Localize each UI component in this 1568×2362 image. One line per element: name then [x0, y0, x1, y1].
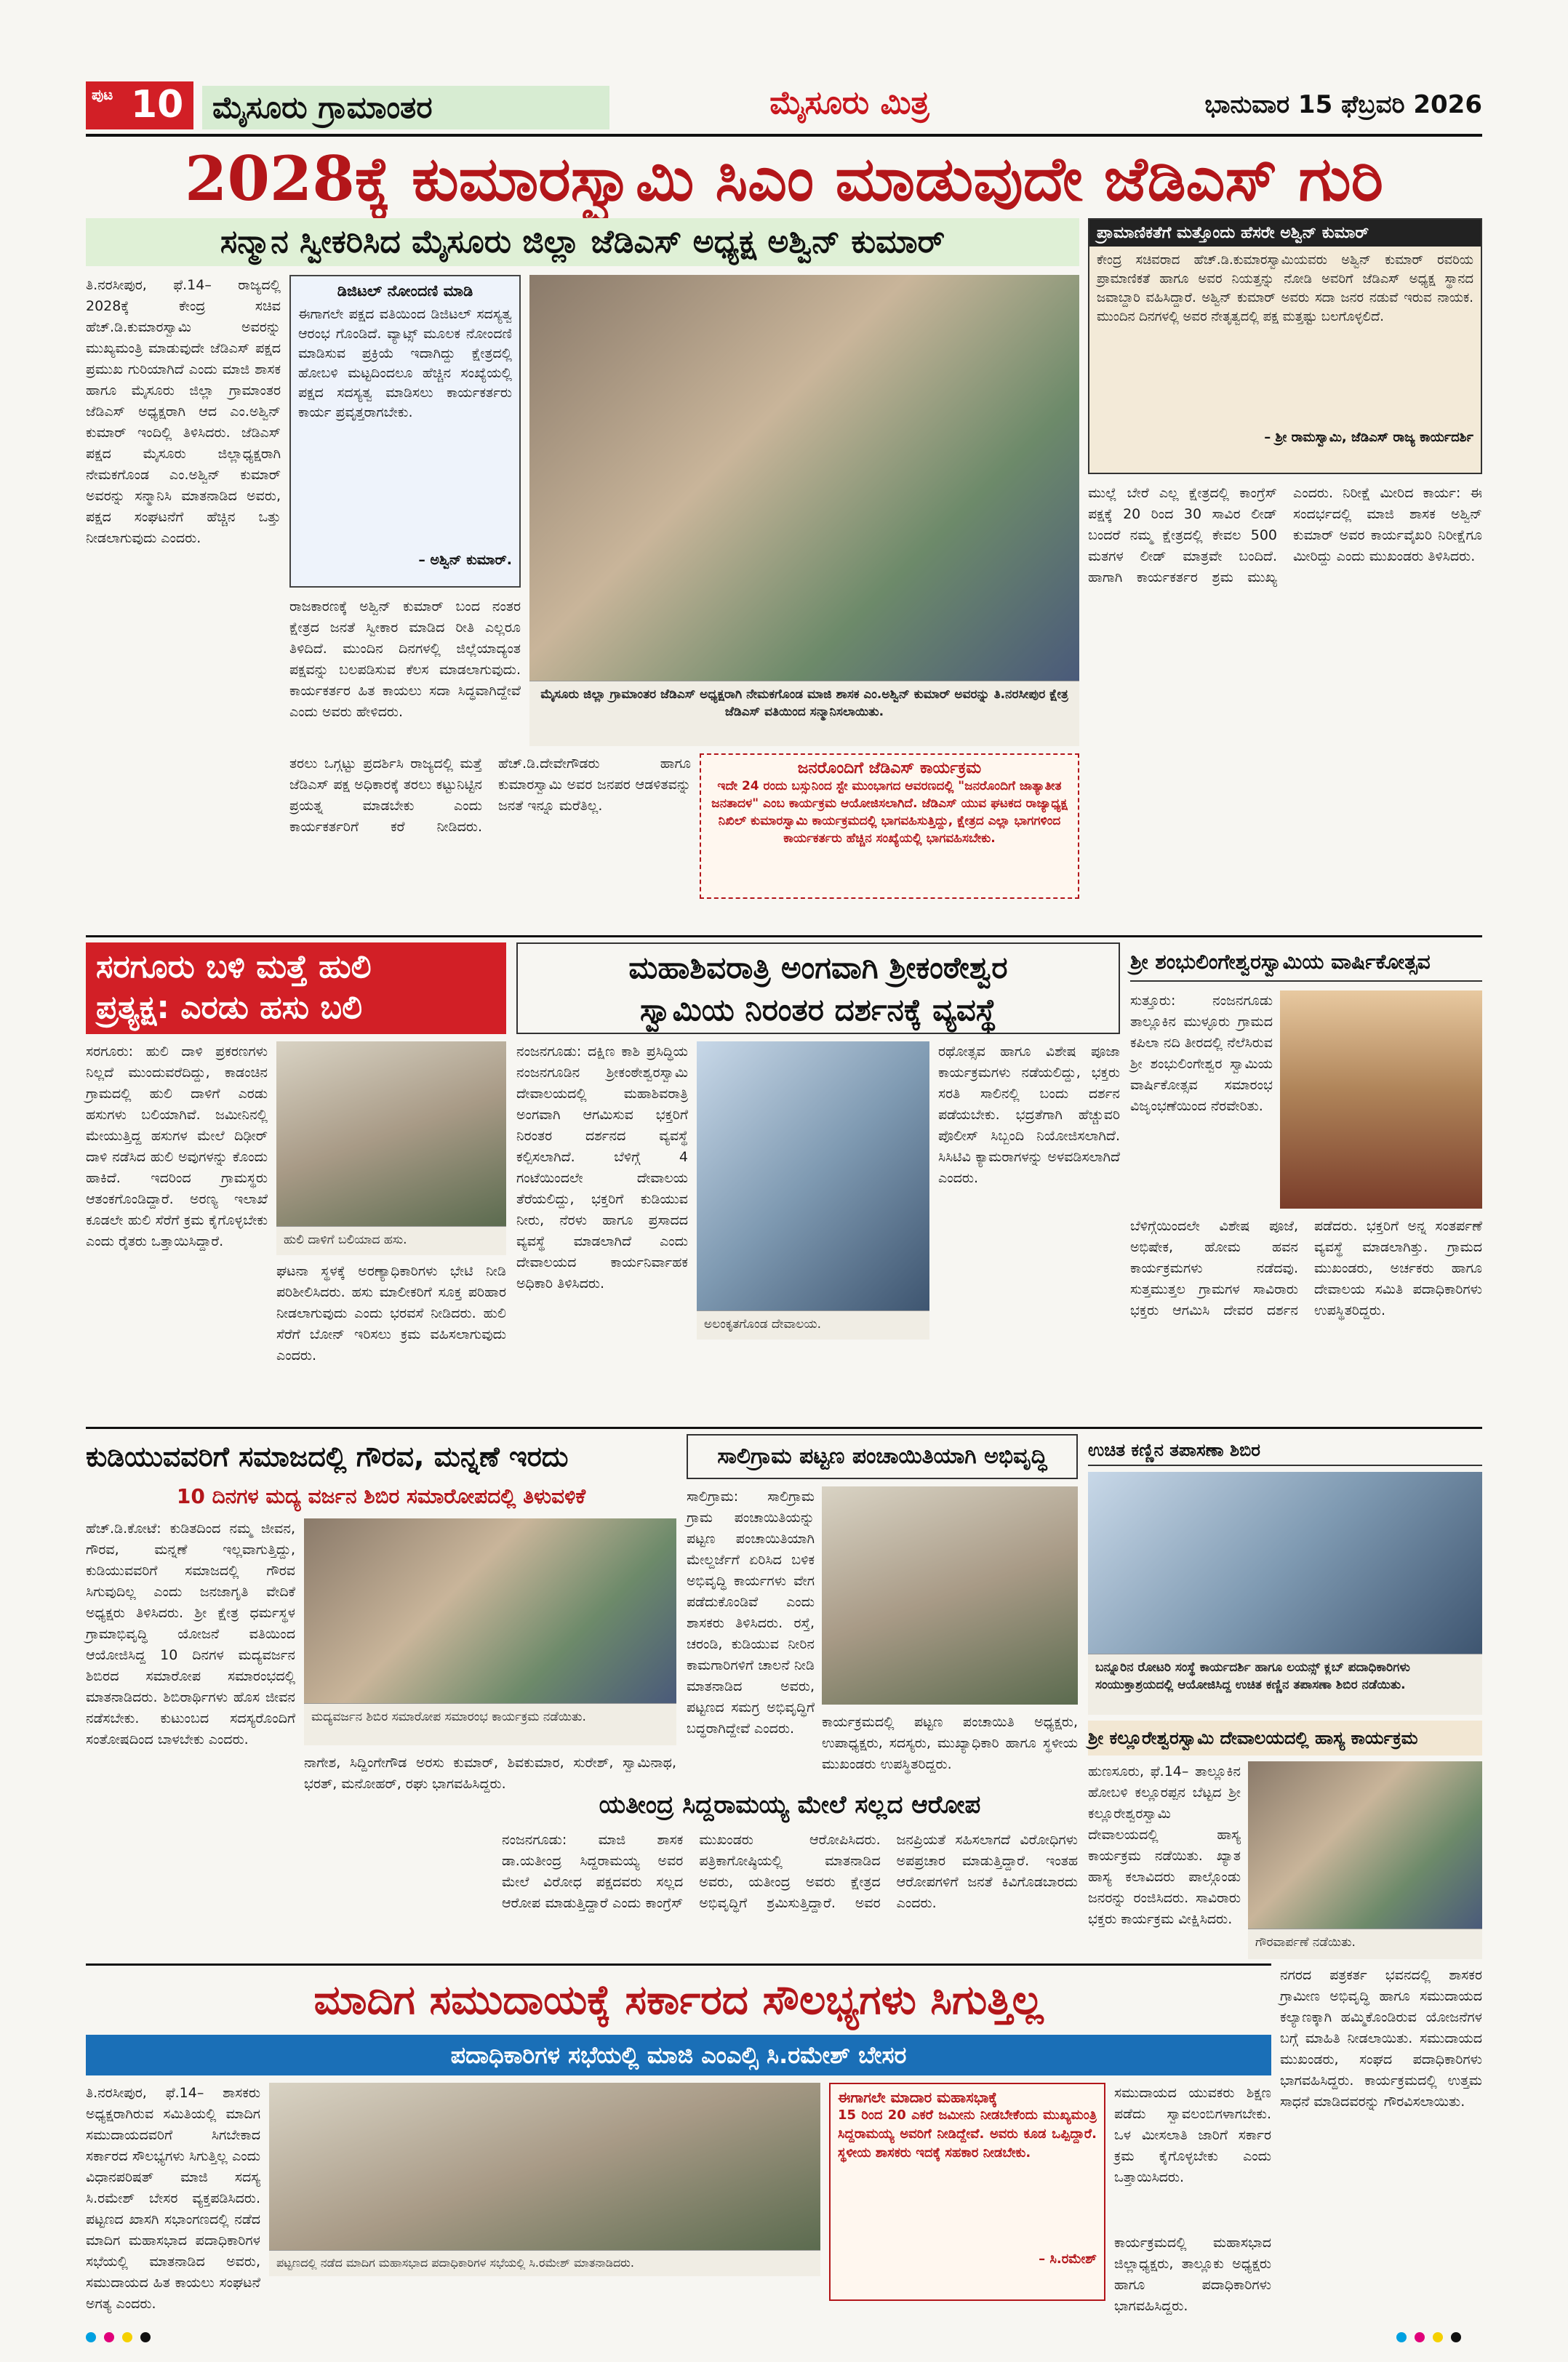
laughter-photo	[1248, 1761, 1482, 1929]
deaddiction-subhead: 10 ದಿನಗಳ ಮದ್ಯ ವರ್ಜನ ಶಿಬಿರ ಸಮಾರೋಪದಲ್ಲಿ ತಿಳುವಳಿಕೆ	[176, 1484, 586, 1508]
side-box-sign: – ಶ್ರೀ ರಾಮಸ್ವಾಮಿ, ಜೆಡಿಎಸ್ ರಾಜ್ಯ ಕಾರ್ಯದರ್ಶಿ	[1264, 430, 1473, 445]
temple-headline	[516, 942, 1120, 1034]
temple-caption: ಅಲಂಕೃತಗೊಂಡ ದೇವಾಲಯ.	[697, 1310, 929, 1340]
event-text: ಇದೇ 24 ರಂದು ಬಸ್ಸುನಿಂದ ಸ್ಟೇ ಮುಂಭಾಗದ ಆವರಣದಲ್ಲಿ "ಜನರೊಂದಿಗೆ ಜಾತ್ಯಾತೀತ ಜನತಾದಳ" ಎಂಬ ಕಾರ್ಯಕ್ರಮ ಆಯೋಜಿಸಲಾಗಿದೆ. ಜೆಡಿಎಸ್ ಯುವ ಘಟಕದ ರಾಜ್ಯಾಧ್ಯಕ್ಷ ನಿಖಿಲ್ ಕುಮಾರಸ್ವಾಮಿ ಕಾರ್ಯಕ್ರಮದಲ್ಲಿ ಭಾಗವಹಿಸುತ್ತಿದ್ದು, ಕ್ಷೇತ್ರದ ಎಲ್ಲಾ ಭಾಗಗಳಿಂದ ಕಾರ್ಯಕರ್ತರು ಹೆಚ್ಚಿನ ಸಂಖ್ಯೆಯಲ್ಲಿ ಭಾಗವಹಿಸಬೇಕು.	[711, 779, 1068, 846]
event-title: ಜನರೊಂದಿಗೆ ಜೆಡಿಎಸ್ ಕಾರ್ಯಕ್ರಮ	[797, 759, 982, 777]
tiger-headline-1: ಸರಗೂರು ಬಳಿ ಮತ್ತೆ ಹುಲಿ	[96, 948, 372, 985]
page-label: ಪುಟ	[92, 86, 113, 103]
masthead	[86, 81, 1482, 137]
temple-headline-1: ಮಹಾಶಿವರಾತ್ರಿ ಅಂಗವಾಗಿ ಶ್ರೀಕಂಠೇಶ್ವರ	[628, 950, 1008, 985]
lead-photo	[529, 275, 1079, 681]
camp-headline: ಉಚಿತ ಕಣ್ಣಿನ ತಪಾಸಣಾ ಶಿಬಿರ	[1088, 1434, 1482, 1466]
digital-box	[289, 275, 521, 588]
color-dot-cyan	[86, 2332, 96, 2342]
color-dot-black-r	[1451, 2332, 1461, 2342]
lead-body-1: ತಿ.ನರಸೀಪುರ, ಫೆ.14– ರಾಜ್ಯದಲ್ಲಿ 2028ಕ್ಕೆ ಕೇಂದ್ರ ಸಚಿವ ಹೆಚ್.ಡಿ.ಕುಮಾರಸ್ವಾಮಿ ಅವರನ್ನು ಮುಖ್ಯಮಂತ್ರಿ ಮಾಡುವುದೇ ಜೆಡಿಎಸ್ ಪಕ್ಷದ ಪ್ರಮುಖ ಗುರಿಯಾಗಿದೆ ಎಂದು ಮಾಜಿ ಶಾಸಕ ಹಾಗೂ ಮೈಸೂರು ಜಿಲ್ಲಾ ಗ್ರಾಮಾಂತರ ಜೆಡಿಎಸ್ ಅಧ್ಯಕ್ಷರಾಗಿ ಆದ ಎಂ.ಅಶ್ವಿನ್ ಕುಮಾರ್ ಇಂದಿಲ್ಲಿ ತಿಳಿಸಿದರು. ಜೆಡಿಎಸ್ ಪಕ್ಷದ ಮೈಸೂರು ಜಿಲ್ಲಾಧ್ಯಕ್ಷರಾಗಿ ನೇಮಕಗೊಂಡ ಎಂ.ಅಶ್ವಿನ್ ಕುಮಾರ್ ಅವರನ್ನು ಸನ್ಮಾನಿಸಿ ಮಾತನಾಡಿದ ಅವರು, ಪಕ್ಷದ ಸಂಘಟನೆಗೆ ಹೆಚ್ಚಿನ ಒತ್ತು ನೀಡಲಾಗುವುದು ಎಂದರು.	[86, 277, 281, 546]
temple-headline-2: ಸ್ವಾಮಿಯ ನಿರಂತರ ದರ್ಶನಕ್ಕೆ ವ್ಯವಸ್ಥೆ	[639, 992, 997, 1028]
madiga-headline: ಮಾದಿಗ ಸಮುದಾಯಕ್ಕೆ ಸರ್ಕಾರದ ಸೌಲಭ್ಯಗಳು ಸಿಗುತ್ತಿಲ್ಲ	[313, 1976, 1044, 2024]
side-box	[1088, 218, 1482, 474]
madiga-box	[829, 2083, 1105, 2301]
madiga-caption: ಪಟ್ಟಣದಲ್ಲಿ ನಡೆದ ಮಾದಿಗ ಮಹಾಸಭಾದ ಪದಾಧಿಕಾರಿಗಳ ಸಭೆಯಲ್ಲಿ ಸಿ.ರಮೇಶ್ ಮಾತನಾಡಿದರು.	[269, 2250, 820, 2276]
event-box	[700, 753, 1079, 899]
anniv-body-2: ಬೆಳಿಗ್ಗೆಯಿಂದಲೇ ವಿಶೇಷ ಪೂಜೆ, ಅಭಿಷೇಕ, ಹೋಮ ಹವನ ಕಾರ್ಯಕ್ರಮಗಳು ನಡೆದವು. ಸುತ್ತಮುತ್ತಲ ಗ್ರಾಮಗಳ ಸಾವಿರಾರು ಭಕ್ತರು ಆಗಮಿಸಿ ದೇವರ ದರ್ಶನ ಪಡೆದರು. ಭಕ್ತರಿಗೆ ಅನ್ನ ಸಂತರ್ಪಣೆ ವ್ಯವಸ್ಥೆ ಮಾಡಲಾಗಿತ್ತು. ಗ್ರಾಮದ ಮುಖಂಡರು, ಅರ್ಚಕರು ಹಾಗೂ ದೇವಾಲಯ ಸಮಿತಿ ಪದಾಧಿಕಾರಿಗಳು ಉಪಸ್ಥಿತರಿದ್ದರು.	[1130, 1218, 1482, 1318]
color-dot-yellow	[122, 2332, 132, 2342]
anniv-body-1: ಸುತ್ತೂರು: ನಂಜನಗೂಡು ತಾಲ್ಲೂಕಿನ ಮುಳ್ಳೂರು ಗ್ರಾಮದ ಕಪಿಲಾ ನದಿ ತೀರದಲ್ಲಿ ನೆಲೆಸಿರುವ ಶ್ರೀ ಶಂಭುಲಿಂಗೇಶ್ವರ ಸ್ವಾಮಿಯ ವಾರ್ಷಿಕೋತ್ಸವ ಸಮಾರಂಭ ವಿಜೃಂಭಣೆಯಿಂದ ನೆರವೇರಿತು.	[1130, 993, 1273, 1114]
anniv-headline: ಶ್ರೀ ಶಂಭುಲಿಂಗೇಶ್ವರಸ್ವಾಮಿಯ ವಾರ್ಷಿಕೋತ್ಸವ	[1130, 942, 1482, 982]
madiga-photo	[269, 2083, 820, 2250]
divider-3	[86, 1963, 1271, 1966]
section-name: ಮೈಸೂರು ಗ್ರಾಮಾಂತರ	[202, 86, 609, 129]
laughter-caption: ಗೌರವಾರ್ಪಣೆ ನಡೆಯಿತು.	[1248, 1929, 1482, 1959]
color-dot-magenta-r	[1415, 2332, 1425, 2342]
deaddiction-body: ಹೆಚ್.ಡಿ.ಕೋಟೆ: ಕುಡಿತದಿಂದ ನಮ್ಮ ಜೀವನ, ಗೌರವ, ಮನ್ನಣೆ ಇಲ್ಲವಾಗುತ್ತಿದ್ದು, ಕುಡಿಯುವವರಿಗೆ ಸಮಾಜದಲ್ಲಿ ಗೌರವ ಸಿಗುವುದಿಲ್ಲ ಎಂದು ಜನಜಾಗೃತಿ ವೇದಿಕೆ ಅಧ್ಯಕ್ಷರು ತಿಳಿಸಿದರು. ಶ್ರೀ ಕ್ಷೇತ್ರ ಧರ್ಮಸ್ಥಳ ಗ್ರಾಮಾಭಿವೃದ್ಧಿ ಯೋಜನೆ ವತಿಯಿಂದ ಆಯೋಜಿಸಿದ್ದ 10 ದಿನಗಳ ಮದ್ಯವರ್ಜನ ಶಿಬಿರದ ಸಮಾರೋಪ ಸಮಾರಂಭದಲ್ಲಿ ಮಾತನಾಡಿದರು. ಶಿಬಿರಾರ್ಥಿಗಳು ಹೊಸ ಜೀವನ ನಡೆಸಬೇಕು. ಕುಟುಂಬದ ಸದಸ್ಯರೊಂದಿಗೆ ಸಂತೋಷದಿಂದ ಬಾಳಬೇಕು ಎಂದರು.	[86, 1521, 295, 1748]
footer-registration-right	[1396, 2331, 1482, 2349]
issue-date: ಭಾನುವಾರ 15 ಫೆಬ್ರವರಿ 2026	[1204, 90, 1482, 119]
color-dot-black	[140, 2332, 151, 2342]
lead-body-2: ರಾಜಕಾರಣಕ್ಕೆ ಅಶ್ವಿನ್ ಕುಮಾರ್ ಬಂದ ನಂತರ ಕ್ಷೇತ್ರದ ಜನತೆ ಸ್ವೀಕಾರ ಮಾಡಿದ ರೀತಿ ಎಲ್ಲರೂ ತಿಳಿದಿದೆ. ಮುಂದಿನ ದಿನಗಳಲ್ಲಿ ಜಿಲ್ಲೆಯಾದ್ಯಂತ ಪಕ್ಷವನ್ನು ಬಲಪಡಿಸುವ ಕೆಲಸ ಮಾಡಲಾಗುವುದು. ಕಾರ್ಯಕರ್ತರ ಹಿತ ಕಾಯಲು ಸದಾ ಸಿದ್ಧವಾಗಿದ್ದೇವೆ ಎಂದು ಅವರು ಹೇಳಿದರು.	[289, 598, 521, 720]
temple-photo	[697, 1041, 929, 1310]
lead-body-4: ಮುಲ್ಲೆ ಬೇರೆ ಎಲ್ಲ ಕ್ಷೇತ್ರದಲ್ಲಿ ಕಾಂಗ್ರೆಸ್ ಪಕ್ಷಕ್ಕೆ 20 ರಿಂದ 30 ಸಾವಿರ ಲೀಡ್ ಬಂದರೆ ನಮ್ಮ ಕ್ಷೇತ್ರದಲ್ಲಿ ಕೇವಲ 500 ಮತಗಳ ಲೀಡ್ ಮಾತ್ರವೇ ಬಂದಿದೆ. ಹಾಗಾಗಿ ಕಾರ್ಯಕರ್ತರ ಶ್ರಮ ಮುಖ್ಯ ಎಂದರು. ನಿರೀಕ್ಷೆ ಮೀರಿದ ಕಾರ್ಯ: ಈ ಸಂದರ್ಭದಲ್ಲಿ ಮಾಜಿ ಶಾಸಕ ಅಶ್ವಿನ್ ಕುಮಾರ್ ಅವರ ಕಾರ್ಯವೈಖರಿ ನಿರೀಕ್ಷೆಗೂ ಮೀರಿದ್ದು ಎಂದು ಮುಖಂಡರು ತಿಳಿಸಿದರು.	[1088, 485, 1482, 585]
lead-subhead: ಸನ್ಮಾನ ಸ್ವೀಕರಿಸಿದ ಮೈಸೂರು ಜಿಲ್ಲಾ ಜೆಡಿಎಸ್ ಅಧ್ಯಕ್ಷ ಅಶ್ವಿನ್ ಕುಮಾರ್	[86, 218, 1079, 266]
tiger-headline	[86, 942, 506, 1034]
camp-caption: ಬನ್ನೂರಿನ ರೋಟರಿ ಸಂಸ್ಥೆ ಕಾರ್ಯದರ್ಶಿ ಹಾಗೂ ಲಯನ್ಸ್ ಕ್ಲಬ್ ಪದಾಧಿಕಾರಿಗಳು ಸಂಯುಕ್ತಾಶ್ರಯದಲ್ಲಿ ಆಯೋಜಿಸಿದ್ದ ಉಚಿತ ಕಣ್ಣಿನ ತಪಾಸಣಾ ಶಿಬಿರ ನಡೆಯಿತು.	[1088, 1654, 1482, 1715]
digital-box-sign: – ಅಶ್ವಿನ್ ಕುಮಾರ್.	[418, 552, 512, 568]
madiga-subhead: ಪದಾಧಿಕಾರಿಗಳ ಸಭೆಯಲ್ಲಿ ಮಾಜಿ ಎಂಎಲ್ಸಿ ಸಿ.ರಮೇಶ್ ಬೇಸರ	[86, 2035, 1271, 2075]
madiga-body: ತಿ.ನರಸೀಪುರ, ಫೆ.14– ಶಾಸಕರು ಅಧ್ಯಕ್ಷರಾಗಿರುವ ಸಮಿತಿಯಲ್ಲಿ ಮಾದಿಗ ಸಮುದಾಯದವರಿಗೆ ಸಿಗಬೇಕಾದ ಸರ್ಕಾರದ ಸೌಲಭ್ಯಗಳು ಸಿಗುತ್ತಿಲ್ಲ ಎಂದು ವಿಧಾನಪರಿಷತ್ ಮಾಜಿ ಸದಸ್ಯ ಸಿ.ರಮೇಶ್ ಬೇಸರ ವ್ಯಕ್ತಪಡಿಸಿದರು. ಪಟ್ಟಣದ ಖಾಸಗಿ ಸಭಾಂಗಣದಲ್ಲಿ ನಡೆದ ಮಾದಿಗ ಮಹಾಸಭಾದ ಪದಾಧಿಕಾರಿಗಳ ಸಭೆಯಲ್ಲಿ ಮಾತನಾಡಿದ ಅವರು, ಸಮುದಾಯದ ಹಿತ ಕಾಯಲು ಸಂಘಟನೆ ಅಗತ್ಯ ಎಂದರು.	[86, 2085, 260, 2312]
temple-body: ನಂಜನಗೂಡು: ದಕ್ಷಿಣ ಕಾಶಿ ಪ್ರಸಿದ್ಧಿಯ ನಂಜನಗೂಡಿನ ಶ್ರೀಕಂಠೇಶ್ವರಸ್ವಾಮಿ ದೇವಾಲಯದಲ್ಲಿ ಮಹಾಶಿವರಾತ್ರಿ ಅಂಗವಾಗಿ ಆಗಮಿಸುವ ಭಕ್ತರಿಗೆ ನಿರಂತರ ದರ್ಶನದ ವ್ಯವಸ್ಥೆ ಕಲ್ಪಿಸಲಾಗಿದೆ. ಬೆಳಿಗ್ಗೆ 4 ಗಂಟೆಯಿಂದಲೇ ದೇವಾಲಯ ತೆರೆಯಲಿದ್ದು, ಭಕ್ತರಿಗೆ ಕುಡಿಯುವ ನೀರು, ನೆರಳು ಹಾಗೂ ಪ್ರಸಾದದ ವ್ಯವಸ್ಥೆ ಮಾಡಲಾಗಿದೆ ಎಂದು ದೇವಾಲಯದ ಕಾರ್ಯನಿರ್ವಾಹಕ ಅಧಿಕಾರಿ ತಿಳಿಸಿದರು.	[516, 1044, 688, 1292]
tiger-caption: ಹುಲಿ ದಾಳಿಗೆ ಬಲಿಯಾದ ಹಸು.	[276, 1226, 506, 1255]
madiga-body-3: ಕಾರ್ಯಕ್ರಮದಲ್ಲಿ ಮಹಾಸಭಾದ ಜಿಲ್ಲಾಧ್ಯಕ್ಷರು, ತಾಲ್ಲೂಕು ಅಧ್ಯಕ್ಷರು ಹಾಗೂ ಪದಾಧಿಕಾರಿಗಳು ಭಾಗವಹಿಸಿದ್ದರು.	[1114, 2235, 1271, 2314]
saligrama-headline: ಸಾಲಿಗ್ರಾಮ ಪಟ್ಟಣ ಪಂಚಾಯಿತಿಯಾಗಿ ಅಭಿವೃದ್ಧಿ	[687, 1434, 1078, 1479]
cm-headline: ಯತೀಂದ್ರ ಸಿದ್ದರಾಮಯ್ಯ ಮೇಲೆ ಸಲ್ಲದ ಆರೋಪ	[599, 1790, 981, 1819]
laughter-body-2: ನಗರದ ಪತ್ರಕರ್ತ ಭವನದಲ್ಲಿ ಶಾಸಕರ ಗ್ರಾಮೀಣ ಅಭಿವೃದ್ಧಿ ಹಾಗೂ ಸಮುದಾಯದ ಕಲ್ಯಾಣಕ್ಕಾಗಿ ಹಮ್ಮಿಕೊಂಡಿರುವ ಯೋಜನೆಗಳ ಬಗ್ಗೆ ಮಾಹಿತಿ ನೀಡಲಾಯಿತು. ಸಮುದಾಯದ ಮುಖಂಡರು, ಸಂಘದ ಪದಾಧಿಕಾರಿಗಳು ಭಾಗವಹಿಸಿದ್ದರು. ಕಾರ್ಯಕ್ರಮದಲ್ಲಿ ಉತ್ತಮ ಸಾಧನೆ ಮಾಡಿದವರನ್ನು ಗೌರವಿಸಲಾಯಿತು.	[1280, 1967, 1482, 2110]
page-number-badge	[86, 81, 193, 129]
anniv-photo	[1280, 990, 1482, 1209]
deaddiction-photo	[304, 1518, 676, 1703]
paper-name: ಮೈಸೂರು ಮಿತ್ರ	[769, 84, 929, 121]
laughter-body: ಹುಣಸೂರು, ಫೆ.14– ತಾಲ್ಲೂಕಿನ ಹೋಬಳಿ ಕಲ್ಲೂರಪ್ಪನ ಬೆಟ್ಟದ ಶ್ರೀ ಕಲ್ಲೂರೇಶ್ವರಸ್ವಾಮಿ ದೇವಾಲಯದಲ್ಲಿ ಹಾಸ್ಯ ಕಾರ್ಯಕ್ರಮ ನಡೆಯಿತು. ಖ್ಯಾತ ಹಾಸ್ಯ ಕಲಾವಿದರು ಪಾಲ್ಗೊಂಡು ಜನರನ್ನು ರಂಜಿಸಿದರು. ಸಾವಿರಾರು ಭಕ್ತರು ಕಾರ್ಯಕ್ರಮ ವೀಕ್ಷಿಸಿದರು.	[1088, 1764, 1241, 1927]
color-dot-yellow-r	[1433, 2332, 1443, 2342]
digital-box-title: ಡಿಜಿಟಲ್ ನೋಂದಣಿ ಮಾಡಿ	[337, 282, 473, 300]
madiga-body-2: ಸಮುದಾಯದ ಯುವಕರು ಶಿಕ್ಷಣ ಪಡೆದು ಸ್ವಾವಲಂಬಿಗಳಾಗಬೇಕು. ಒಳ ಮೀಸಲಾತಿ ಜಾರಿಗೆ ಸರ್ಕಾರ ಕ್ರಮ ಕೈಗೊಳ್ಳಬೇಕು ಎಂದು ಒತ್ತಾಯಿಸಿದರು.	[1114, 2085, 1271, 2185]
lead-photo-caption: ಮೈಸೂರು ಜಿಲ್ಲಾ ಗ್ರಾಮಾಂತರ ಜೆಡಿಎಸ್ ಅಧ್ಯಕ್ಷರಾಗಿ ನೇಮಕಗೊಂಡ ಮಾಜಿ ಶಾಸಕ ಎಂ.ಅಶ್ವಿನ್ ಕುಮಾರ್ ಅವರನ್ನು ತಿ.ನರಸೀಪುರ ಕ್ಷೇತ್ರ ಜೆಡಿಎಸ್ ವತಿಯಿಂದ ಸನ್ಮಾನಿಸಲಾಯಿತು.	[529, 681, 1079, 746]
deaddiction-caption: ಮದ್ಯವರ್ಜನ ಶಿಬಿರ ಸಮಾರೋಪ ಸಮಾರಂಭ ಕಾರ್ಯಕ್ರಮ ನಡೆಯಿತು.	[304, 1703, 676, 1745]
deaddiction-body-2: ನಾಗೇಶ, ಸಿದ್ದಿಂಗೇಗೌಡ ಅರಸು ಕುಮಾರ್, ಶಿವಕುಮಾರ, ಸುರೇಶ್, ಸ್ವಾಮಿನಾಥ, ಭರತ್, ಮನೋಹರ್, ರಘು ಭಾಗವಹಿಸಿದ್ದರು.	[304, 1755, 676, 1792]
madiga-box-sign: – ಸಿ.ರಮೇಶ್	[1039, 2251, 1097, 2267]
divider-1	[86, 935, 1482, 937]
cm-body: ನಂಜನಗೂಡು: ಮಾಜಿ ಶಾಸಕ ಡಾ.ಯತೀಂದ್ರ ಸಿದ್ದರಾಮಯ್ಯ ಅವರ ಮೇಲೆ ವಿರೋಧ ಪಕ್ಷದವರು ಸಲ್ಲದ ಆರೋಪ ಮಾಡುತ್ತಿದ್ದಾರೆ ಎಂದು ಕಾಂಗ್ರೆಸ್ ಮುಖಂಡರು ಆರೋಪಿಸಿದರು. ಪತ್ರಿಕಾಗೋಷ್ಠಿಯಲ್ಲಿ ಮಾತನಾಡಿದ ಅವರು, ಯತೀಂದ್ರ ಅವರು ಕ್ಷೇತ್ರದ ಅಭಿವೃದ್ಧಿಗೆ ಶ್ರಮಿಸುತ್ತಿದ್ದಾರೆ. ಅವರ ಜನಪ್ರಿಯತೆ ಸಹಿಸಲಾಗದೆ ವಿರೋಧಿಗಳು ಅಪಪ್ರಚಾರ ಮಾಡುತ್ತಿದ್ದಾರೆ. ಇಂತಹ ಆರೋಪಗಳಿಗೆ ಜನತೆ ಕಿವಿಗೊಡಬಾರದು ಎಂದರು.	[502, 1832, 1078, 1911]
lead-body-3: ತರಲು ಒಗ್ಗಟ್ಟು ಪ್ರದರ್ಶಿಸಿ ರಾಜ್ಯದಲ್ಲಿ ಮತ್ತೆ ಜೆಡಿಎಸ್ ಪಕ್ಷ ಅಧಿಕಾರಕ್ಕೆ ತರಲು ಕಟ್ಟುನಿಟ್ಟಿನ ಪ್ರಯತ್ನ ಮಾಡಬೇಕು ಎಂದು ಕಾರ್ಯಕರ್ತರಿಗೆ ಕರೆ ನೀಡಿದರು. ಹೆಚ್.ಡಿ.ದೇವೇಗೌಡರು ಹಾಗೂ ಕುಮಾರಸ್ವಾಮಿ ಅವರ ಜನಪರ ಆಡಳಿತವನ್ನು ಜನತೆ ಇನ್ನೂ ಮರೆತಿಲ್ಲ.	[289, 756, 691, 835]
temple-body-2: ರಥೋತ್ಸವ ಹಾಗೂ ವಿಶೇಷ ಪೂಜಾ ಕಾರ್ಯಕ್ರಮಗಳು ನಡೆಯಲಿದ್ದು, ಭಕ್ತರು ಸರತಿ ಸಾಲಿನಲ್ಲಿ ಬಂದು ದರ್ಶನ ಪಡೆಯಬೇಕು. ಭದ್ರತೆಗಾಗಿ ಹೆಚ್ಚುವರಿ ಪೊಲೀಸ್ ಸಿಬ್ಬಂದಿ ನಿಯೋಜಿಸಲಾಗಿದೆ. ಸಿಸಿಟಿವಿ ಕ್ಯಾಮರಾಗಳನ್ನು ಅಳವಡಿಸಲಾಗಿದೆ ಎಂದರು.	[938, 1044, 1120, 1186]
digital-box-text: ಈಗಾಗಲೇ ಪಕ್ಷದ ವತಿಯಿಂದ ಡಿಜಿಟಲ್ ಸದಸ್ಯತ್ವ ಆರಂಭ ಗೊಂಡಿದೆ. ವ್ಯಾಟ್ಸ್ ಮೂಲಕ ನೋಂದಣಿ ಮಾಡಿಸುವ ಪ್ರಕ್ರಿಯೆ ಇದಾಗಿದ್ದು ಕ್ಷೇತ್ರದಲ್ಲಿ ಹೋಬಳಿ ಮಟ್ಟದಿಂದಲೂ ಹೆಚ್ಚಿನ ಸಂಖ್ಯೆಯಲ್ಲಿ ಪಕ್ಷದ ಸದಸ್ಯತ್ವ ಮಾಡಿಸಲು ಕಾರ್ಯಕರ್ತರು ಕಾರ್ಯ ಪ್ರವೃತ್ತರಾಗಬೇಕು.	[298, 306, 512, 420]
color-dot-magenta	[104, 2332, 114, 2342]
madiga-box-text: 15 ರಿಂದ 20 ಎಕರೆ ಜಮೀನು ನೀಡಬೇಕೆಂದು ಮುಖ್ಯಮಂತ್ರಿ ಸಿದ್ದರಾಮಯ್ಯ ಅವರಿಗೆ ನೀಡಿದ್ದೇವೆ. ಅವರು ಕೂಡ ಒಪ್ಪಿದ್ದಾರೆ. ಸ್ಥಳೀಯ ಶಾಸಕರು ಇದಕ್ಕೆ ಸಹಕಾರ ನೀಡಬೇಕು.	[838, 2107, 1097, 2161]
lead-headline: 2028ಕ್ಕೆ ಕುಮಾರಸ್ವಾಮಿ ಸಿಎಂ ಮಾಡುವುದೇ ಜೆಡಿಎಸ್ ಗುರಿ	[185, 143, 1383, 215]
tiger-body: ಸರಗೂರು: ಹುಲಿ ದಾಳಿ ಪ್ರಕರಣಗಳು ನಿಲ್ಲದೆ ಮುಂದುವರೆದಿದ್ದು, ಕಾಡಂಚಿನ ಗ್ರಾಮದಲ್ಲಿ ಹುಲಿ ದಾಳಿಗೆ ಎರಡು ಹಸುಗಳು ಬಲಿಯಾಗಿವೆ. ಜಮೀನಿನಲ್ಲಿ ಮೇಯುತ್ತಿದ್ದ ಹಸುಗಳ ಮೇಲೆ ದಿಢೀರ್ ದಾಳಿ ನಡೆಸಿದ ಹುಲಿ ಅವುಗಳನ್ನು ಕೊಂದು ಹಾಕಿದೆ. ಇದರಿಂದ ಗ್ರಾಮಸ್ಥರು ಆತಂಕಗೊಂಡಿದ್ದಾರೆ. ಅರಣ್ಯ ಇಲಾಖೆ ಕೂಡಲೇ ಹುಲಿ ಸೆರೆಗೆ ಕ್ರಮ ಕೈಗೊಳ್ಳಬೇಕು ಎಂದು ರೈತರು ಒತ್ತಾಯಿಸಿದ್ದಾರೆ.	[86, 1044, 268, 1249]
tiger-photo	[276, 1041, 506, 1226]
side-box-text: ಕೇಂದ್ರ ಸಚಿವರಾದ ಹೆಚ್.ಡಿ.ಕುಮಾರಸ್ವಾಮಿಯವರು ಅಶ್ವಿನ್ ಕುಮಾರ್ ರವರಿಯ ಪ್ರಾಮಾಣಿಕತೆ ಹಾಗೂ ಅವರ ನಿಯತ್ತನ್ನು ನೋಡಿ ಅವರಿಗೆ ಜೆಡಿಎಸ್ ಅಧ್ಯಕ್ಷ ಸ್ಥಾನದ ಜವಾಬ್ದಾರಿ ವಹಿಸಿದ್ದಾರೆ. ಅಶ್ವಿನ್ ಕುಮಾರ್ ಅವರು ಸದಾ ಜನರ ನಡುವೆ ಇರುವ ನಾಯಕ. ಮುಂದಿನ ದಿನಗಳಲ್ಲಿ ಅವರ ನೇತೃತ್ವದಲ್ಲಿ ಪಕ್ಷ ಮತ್ತಷ್ಟು ಬಲಗೊಳ್ಳಲಿದೆ.	[1097, 252, 1473, 324]
tiger-body-2: ಘಟನಾ ಸ್ಥಳಕ್ಕೆ ಅರಣ್ಯಾಧಿಕಾರಿಗಳು ಭೇಟಿ ನೀಡಿ ಪರಿಶೀಲಿಸಿದರು. ಹಸು ಮಾಲೀಕರಿಗೆ ಸೂಕ್ತ ಪರಿಹಾರ ನೀಡಲಾಗುವುದು ಎಂದು ಭರವಸೆ ನೀಡಿದರು. ಹುಲಿ ಸೆರೆಗೆ ಬೋನ್ ಇರಿಸಲು ಕ್ರಮ ವಹಿಸಲಾಗುವುದು ಎಂದರು.	[276, 1263, 506, 1364]
footer-registration	[86, 2331, 1482, 2349]
tiger-headline-2: ಪ್ರತ್ಯಕ್ಷ: ಎರಡು ಹಸು ಬಲಿ	[96, 989, 363, 1026]
deaddiction-headline: ಕುಡಿಯುವವರಿಗೆ ಸಮಾಜದಲ್ಲಿ ಗೌರವ, ಮನ್ನಣೆ ಇರದು	[86, 1441, 569, 1473]
divider-2	[86, 1427, 1482, 1429]
side-box-title: ಪ್ರಾಮಾಣಿಕತೆಗೆ ಮತ್ತೊಂದು ಹೆಸರೇ ಅಶ್ವಿನ್ ಕುಮಾರ್	[1089, 220, 1481, 247]
laughter-headline: ಶ್ರೀ ಕಲ್ಲೂರೇಶ್ವರಸ್ವಾಮಿ ದೇವಾಲಯದಲ್ಲಿ ಹಾಸ್ಯ ಕಾರ್ಯಕ್ರಮ	[1088, 1721, 1482, 1756]
madiga-box-title: ಈಗಾಗಲೇ ಮಾದಾರ ಮಹಾಸಭಾಕ್ಕೆ	[838, 2089, 998, 2106]
color-dot-cyan-r	[1396, 2332, 1407, 2342]
saligrama-body: ಸಾಲಿಗ್ರಾಮ: ಸಾಲಿಗ್ರಾಮ ಗ್ರಾಮ ಪಂಚಾಯಿತಿಯನ್ನು ಪಟ್ಟಣ ಪಂಚಾಯಿತಿಯಾಗಿ ಮೇಲ್ದರ್ಜೆಗೆ ಏರಿಸಿದ ಬಳಿಕ ಅಭಿವೃದ್ಧಿ ಕಾರ್ಯಗಳು ವೇಗ ಪಡೆದುಕೊಂಡಿವೆ ಎಂದು ಶಾಸಕರು ತಿಳಿಸಿದರು. ರಸ್ತೆ, ಚರಂಡಿ, ಕುಡಿಯುವ ನೀರಿನ ಕಾಮಗಾರಿಗಳಿಗೆ ಚಾಲನೆ ನೀಡಿ ಮಾತನಾಡಿದ ಅವರು, ಪಟ್ಟಣದ ಸಮಗ್ರ ಅಭಿವೃದ್ಧಿಗೆ ಬದ್ಧರಾಗಿದ್ದೇವೆ ಎಂದರು.	[687, 1489, 815, 1737]
page-number: 10	[131, 83, 184, 127]
camp-photo	[1088, 1472, 1482, 1654]
saligrama-photo	[822, 1486, 1078, 1705]
saligrama-body-2: ಕಾರ್ಯಕ್ರಮದಲ್ಲಿ ಪಟ್ಟಣ ಪಂಚಾಯಿತಿ ಅಧ್ಯಕ್ಷರು, ಉಪಾಧ್ಯಕ್ಷರು, ಸದಸ್ಯರು, ಮುಖ್ಯಾಧಿಕಾರಿ ಹಾಗೂ ಸ್ಥಳೀಯ ಮುಖಂಡರು ಉಪಸ್ಥಿತರಿದ್ದರು.	[822, 1714, 1078, 1772]
